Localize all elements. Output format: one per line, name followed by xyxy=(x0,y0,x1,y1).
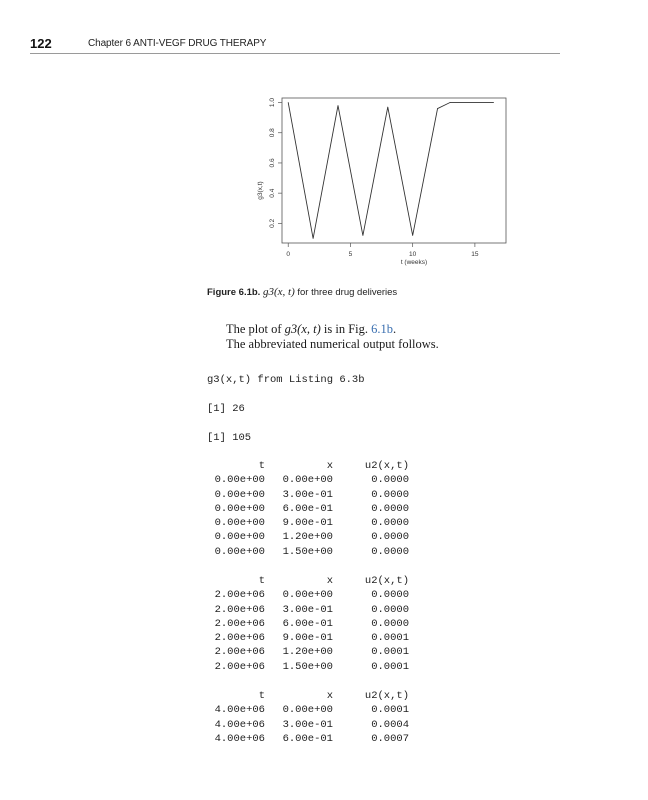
table-cell: 9.00e-01 xyxy=(282,517,333,530)
column-header: x xyxy=(326,690,333,702)
caption-text: for three drug deliveries xyxy=(297,287,398,298)
table-cell: 0.00e+00 xyxy=(214,517,265,530)
output-table xyxy=(207,459,409,559)
output-line: [1] 26 xyxy=(207,403,245,415)
chapter-title: Chapter 6 ANTI-VEGF DRUG THERAPY xyxy=(88,38,267,49)
table-cell: 0.0000 xyxy=(371,502,409,515)
table-cell: 2.00e+06 xyxy=(214,660,265,673)
table-cell: 6.00e-01 xyxy=(282,617,333,630)
table-row xyxy=(207,588,409,602)
column-header: t xyxy=(258,690,265,702)
table-cell: 3.00e-01 xyxy=(282,603,333,616)
table-row xyxy=(207,660,409,674)
table-cell: 1.50e+00 xyxy=(282,660,333,673)
data-point xyxy=(338,105,339,106)
data-point xyxy=(412,235,413,236)
table-row xyxy=(207,703,409,717)
table-row xyxy=(207,718,409,732)
figure-caption xyxy=(207,286,397,298)
y-tick-label: 0.4 xyxy=(269,188,276,198)
table-cell: 3.00e-01 xyxy=(282,488,333,501)
para-text: is in Fig. xyxy=(320,322,372,336)
table-cell: 6.00e-01 xyxy=(282,732,333,745)
output-table xyxy=(207,689,409,746)
table-header-row xyxy=(207,574,409,588)
x-tick-label: 10 xyxy=(409,251,417,258)
table-cell: 4.00e+06 xyxy=(214,704,265,717)
table-cell: 2.00e+06 xyxy=(214,603,265,616)
table-row xyxy=(207,732,409,746)
table-cell: 0.00e+00 xyxy=(214,474,265,487)
data-point xyxy=(362,235,363,236)
table-cell: 0.0004 xyxy=(371,718,409,731)
data-point xyxy=(313,238,314,239)
column-header: t xyxy=(258,575,265,587)
table-cell: 4.00e+06 xyxy=(214,732,265,745)
y-tick-label: 0.6 xyxy=(269,158,276,168)
data-point xyxy=(387,107,388,108)
table-row xyxy=(207,545,409,559)
table-cell: 0.0000 xyxy=(371,531,409,544)
column-header: u2(x,t) xyxy=(364,690,409,702)
table-cell: 0.0000 xyxy=(371,488,409,501)
table-header-row xyxy=(207,689,409,703)
column-header: x xyxy=(326,575,333,587)
data-point xyxy=(437,108,438,109)
table-row xyxy=(207,617,409,631)
table-cell: 0.0001 xyxy=(371,646,409,659)
series-line xyxy=(288,103,493,239)
table-cell: 0.00e+00 xyxy=(282,589,333,602)
table-cell: 0.0000 xyxy=(371,617,409,630)
y-tick-label: 1.0 xyxy=(269,98,276,108)
figure-plot xyxy=(250,88,520,278)
running-header xyxy=(30,37,560,54)
para-math: g3(x, t) xyxy=(284,322,321,336)
table-cell: 4.00e+06 xyxy=(214,718,265,731)
data-point xyxy=(450,102,451,103)
table-cell: 0.00e+00 xyxy=(282,474,333,487)
table-cell: 0.0001 xyxy=(371,660,409,673)
plot-frame xyxy=(282,98,506,243)
table-row xyxy=(207,603,409,617)
table-cell: 2.00e+06 xyxy=(214,632,265,645)
output-line: [1] 105 xyxy=(207,432,252,444)
listing-title: g3(x,t) from Listing 6.3b xyxy=(207,374,365,386)
table-row xyxy=(207,530,409,544)
column-header: x xyxy=(326,460,333,472)
para-text: . xyxy=(393,322,397,336)
x-tick-label: 5 xyxy=(348,251,353,258)
data-point xyxy=(288,102,289,103)
column-header: u2(x,t) xyxy=(364,575,409,587)
table-cell: 1.20e+00 xyxy=(282,646,333,659)
figure-label: Figure 6.1b. xyxy=(207,287,261,298)
paragraph-line-2: The abbreviated numerical output follows. xyxy=(226,337,439,351)
table-cell: 0.0000 xyxy=(371,517,409,530)
x-axis-label: t (weeks) xyxy=(400,259,428,266)
table-cell: 3.00e-01 xyxy=(282,718,333,731)
table-row xyxy=(207,631,409,645)
table-row xyxy=(207,473,409,487)
table-cell: 0.0000 xyxy=(371,589,409,602)
table-cell: 0.00e+00 xyxy=(214,531,265,544)
line-chart xyxy=(250,88,520,278)
figure-link[interactable]: 6.1b xyxy=(371,322,394,336)
output-table xyxy=(207,574,409,674)
data-point xyxy=(493,102,494,103)
table-row xyxy=(207,645,409,659)
column-header: t xyxy=(258,460,265,472)
caption-math: g3(x, t) xyxy=(262,286,295,298)
table-cell: 0.00e+00 xyxy=(214,488,265,501)
table-row xyxy=(207,516,409,530)
table-row xyxy=(207,502,409,516)
table-cell: 0.0000 xyxy=(371,603,409,616)
table-cell: 2.00e+06 xyxy=(214,617,265,630)
table-cell: 0.0000 xyxy=(371,545,409,558)
table-cell: 0.00e+00 xyxy=(214,502,265,515)
table-cell: 0.0000 xyxy=(371,474,409,487)
y-tick-label: 0.8 xyxy=(269,128,276,138)
paragraph-line-1 xyxy=(226,322,546,337)
table-cell: 1.20e+00 xyxy=(282,531,333,544)
x-tick-label: 15 xyxy=(471,251,479,258)
table-header-row xyxy=(207,459,409,473)
column-header: u2(x,t) xyxy=(364,460,409,472)
table-row xyxy=(207,488,409,502)
table-cell: 1.50e+00 xyxy=(282,545,333,558)
page-number: 122 xyxy=(30,36,52,51)
table-cell: 0.0007 xyxy=(371,732,409,745)
table-cell: 2.00e+06 xyxy=(214,589,265,602)
table-cell: 9.00e-01 xyxy=(282,632,333,645)
table-cell: 0.0001 xyxy=(371,704,409,717)
table-cell: 2.00e+06 xyxy=(214,646,265,659)
x-tick-label: 0 xyxy=(286,251,291,258)
table-cell: 0.00e+00 xyxy=(282,704,333,717)
table-cell: 0.0001 xyxy=(371,632,409,645)
y-tick-label: 0.2 xyxy=(269,218,276,228)
table-cell: 0.00e+00 xyxy=(214,545,265,558)
table-cell: 6.00e-01 xyxy=(282,502,333,515)
y-axis-label: g3(x,t) xyxy=(257,181,264,200)
body-paragraph xyxy=(226,322,546,352)
para-text: The plot of xyxy=(226,322,285,336)
